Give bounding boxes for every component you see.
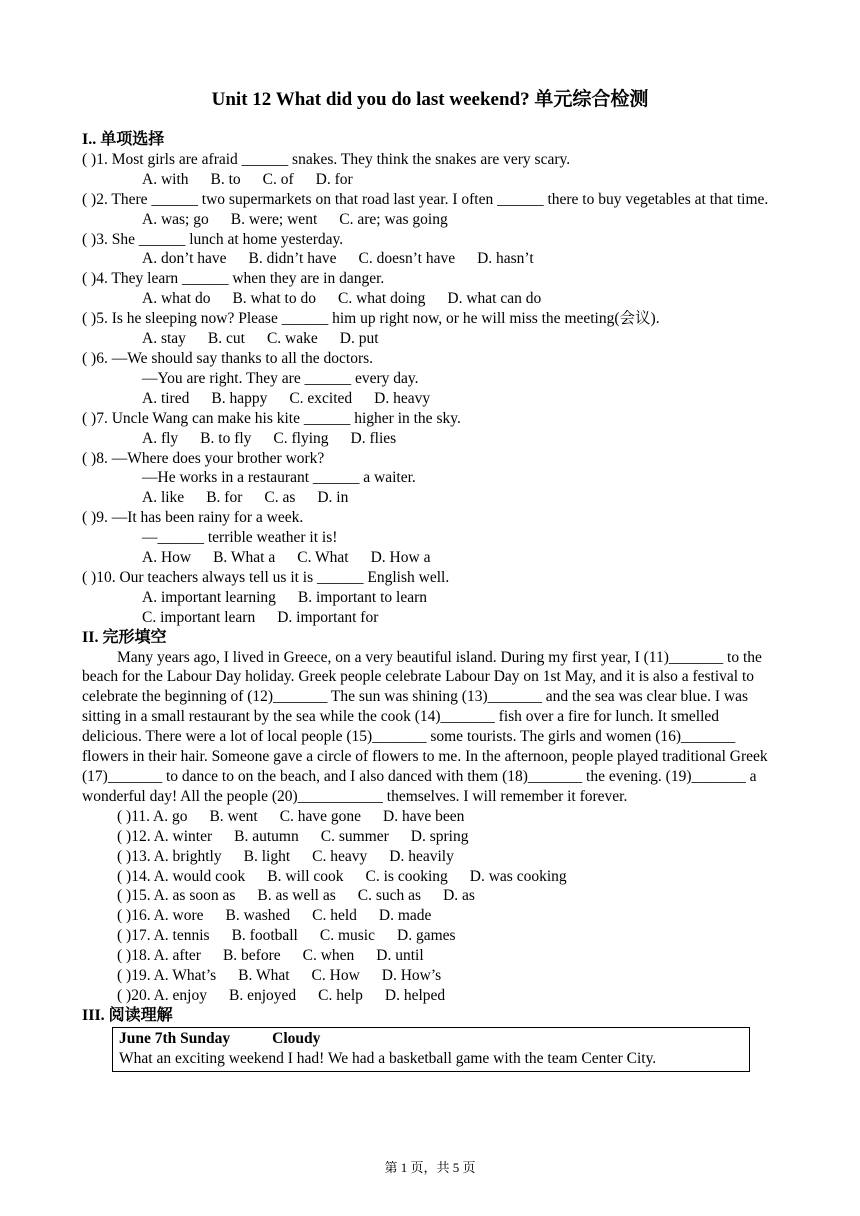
answer-option: B. will cook [267,867,344,885]
answer-option: B. autumn [234,827,299,845]
question-stem: ( )6. —We should say thanks to all the doctors. [82,349,374,367]
cloze-item [82,807,782,827]
answer-options [82,210,782,230]
answer-option: A. How [142,549,192,567]
answer-option: B. light [243,847,291,865]
document-body [82,130,782,1072]
answer-option: A. important learning [142,588,276,606]
answer-option: C. what doing [337,290,426,308]
answer-option: B. went [209,807,258,825]
answer-option: C. excited [289,389,353,407]
answer-option: D. flies [350,429,397,447]
answer-option: C. important learn [142,608,256,626]
answer-option: D. games [397,927,456,945]
cloze-item [82,966,782,986]
answer-option: B. important to learn [297,588,428,606]
answer-option: C. are; was going [339,210,448,228]
answer-option: B. didn’t have [248,250,337,268]
diary-date: June 7th Sunday [119,1029,231,1047]
answer-option: A. stay [142,330,186,348]
answer-option: B. enjoyed [228,986,297,1004]
answer-option: C. held [312,907,357,925]
answer-option: A. like [142,489,185,507]
answer-option: A. don’t have [142,250,227,268]
cloze-item [82,946,782,966]
section-heading-2: II. 完形填空 [82,628,167,646]
answer-option: B. to [210,170,241,188]
cloze-questions [82,807,782,1006]
answer-option: D. How a [370,549,431,567]
question-dialogue-line: —______ terrible weather it is! [142,529,338,547]
answer-option: C. What [297,549,349,567]
diary-text: What an exciting weekend I had! We had a basketball game with the team Center City. [119,1049,657,1067]
question-dialogue-line: —You are right. They are ______ every day. [142,369,419,387]
answer-option: B. washed [225,907,291,925]
answer-option: B. cut [207,330,245,348]
answer-options [82,329,782,349]
multiple-choice-section [82,150,782,628]
section-heading-1: I.. 单项选择 [82,131,165,148]
answer-option: C. doesn’t have [358,250,456,268]
answer-option: C. as [264,489,296,507]
answer-option: D. for [315,170,353,188]
cloze-item [82,986,782,1006]
question-stem: ( )9. —It has been rainy for a week. [82,509,304,527]
answer-options [82,548,782,568]
answer-option: D. spring [410,827,469,845]
cloze-item [82,867,782,887]
answer-option: D. helped [384,986,446,1004]
question-stem: ( )5. Is he sleeping now? Please ______ him up right now, or he will miss the meeting(会议). [82,310,660,328]
answer-option: A. what do [142,290,211,308]
cloze-item-stem: ( )14. A. would cook [117,867,246,885]
answer-option: C. music [319,927,375,945]
answer-option: C. of [262,170,294,188]
question-dialogue-line: —He works in a restaurant ______ a waiter. [142,469,416,487]
question-stem: ( )1. Most girls are afraid ______ snakes. They think the snakes are very scary. [82,150,571,168]
answer-option: C. flying [273,429,329,447]
answer-option: B. as well as [257,887,336,905]
cloze-item-stem: ( )16. A. wore [117,907,204,925]
answer-options [82,170,782,190]
cloze-item-stem: ( )17. A. tennis [117,927,210,945]
answer-option: D. hasn’t [477,250,534,268]
answer-option: D. made [378,907,432,925]
page-title: Unit 12 What did you do last weekend? 单元综合检测 [211,89,649,110]
answer-option: C. have gone [279,807,362,825]
cloze-item-stem: ( )20. A. enjoy [117,986,207,1004]
question-stem: ( )3. She ______ lunch at home yesterday. [82,230,344,248]
question-stem: ( )7. Uncle Wang can make his kite ______ higher in the sky. [82,409,461,427]
answer-option: A. was; go [142,210,209,228]
cloze-item [82,827,782,847]
cloze-item [82,847,782,867]
answer-options [82,588,782,608]
answer-option: B. What [238,967,290,985]
cloze-passage: Many years ago, I lived in Greece, on a very beautiful island. During my first year, I (11)_______ to the beach for the Labour Day holiday. Greek people celebrate Labour Day on 1st May, and it is also a festival to celebrate the beginning of (12)_______ The sun was shining (13)_______ and the sea was clear blue. I was sitting in a small restaurant by the sea while the cook (14)_______ fish over a fire for lunch. It smelled delicious. There were a lot of local people (15)_______ some tourists. The girls and women (16)_______ flowers in their hair. Someone gave a circle of flowers to me. In the afternoon, people played traditional Greek (17)_______ to dance to on the beach, and I also danced with them (18)_______ the evening. (19)_______ a wonderful day! All the people (20)___________ themselves. I will remember it forever. [82,648,768,805]
answer-option: A. tired [142,389,190,407]
answer-option: C. is cooking [365,867,448,885]
cloze-item-stem: ( )18. A. after [117,947,201,965]
cloze-item-stem: ( )12. A. winter [117,827,213,845]
section-heading-3: III. 阅读理解 [82,1006,173,1024]
answer-options [82,608,782,628]
reading-passage-box [112,1027,750,1072]
question-stem: ( )10. Our teachers always tell us it is ______ English well. [82,568,450,586]
answer-options [82,488,782,508]
answer-options [82,429,782,449]
page-footer: 第 1 页，共 5 页 [384,1160,476,1175]
answer-option: B. what to do [232,290,316,308]
cloze-item-stem: ( )19. A. What’s [117,967,217,985]
answer-option: D. have been [383,807,465,825]
answer-option: A. with [142,170,189,188]
answer-option: D. until [376,947,424,965]
cloze-item-stem: ( )13. A. brightly [117,847,222,865]
answer-option: D. How’s [381,967,442,985]
answer-option: B. to fly [200,429,252,447]
answer-option: B. were; went [230,210,318,228]
answer-option: C. such as [357,887,422,905]
answer-options [82,249,782,269]
answer-option: B. before [222,947,281,965]
cloze-item [82,926,782,946]
answer-option: B. What a [213,549,276,567]
cloze-item-stem: ( )15. A. as soon as [117,887,236,905]
answer-option: D. what can do [447,290,542,308]
answer-options [82,389,782,409]
answer-option: A. fly [142,429,179,447]
question-stem: ( )8. —Where does your brother work? [82,449,325,467]
answer-option: D. in [317,489,349,507]
answer-option: D. heavily [389,847,454,865]
question-stem: ( )4. They learn ______ when they are in danger. [82,270,385,288]
answer-option: B. happy [211,389,268,407]
cloze-item-stem: ( )11. A. go [117,807,188,825]
answer-option: D. as [443,887,475,905]
answer-option: C. when [302,947,355,965]
answer-option: B. for [206,489,243,507]
answer-option: B. football [231,927,298,945]
diary-weather: Cloudy [272,1029,321,1047]
answer-option: D. was cooking [469,867,567,885]
answer-option: C. wake [266,330,318,348]
cloze-item [82,906,782,926]
cloze-item [82,886,782,906]
answer-options [82,289,782,309]
answer-option: C. heavy [312,847,368,865]
answer-option: D. heavy [374,389,431,407]
question-stem: ( )2. There ______ two supermarkets on that road last year. I often ______ there to buy vegetables at that time. [82,190,769,208]
answer-option: C. summer [320,827,389,845]
answer-option: C. help [318,986,363,1004]
answer-option: D. important for [277,608,379,626]
answer-option: C. How [311,967,360,985]
answer-option: D. put [339,330,379,348]
